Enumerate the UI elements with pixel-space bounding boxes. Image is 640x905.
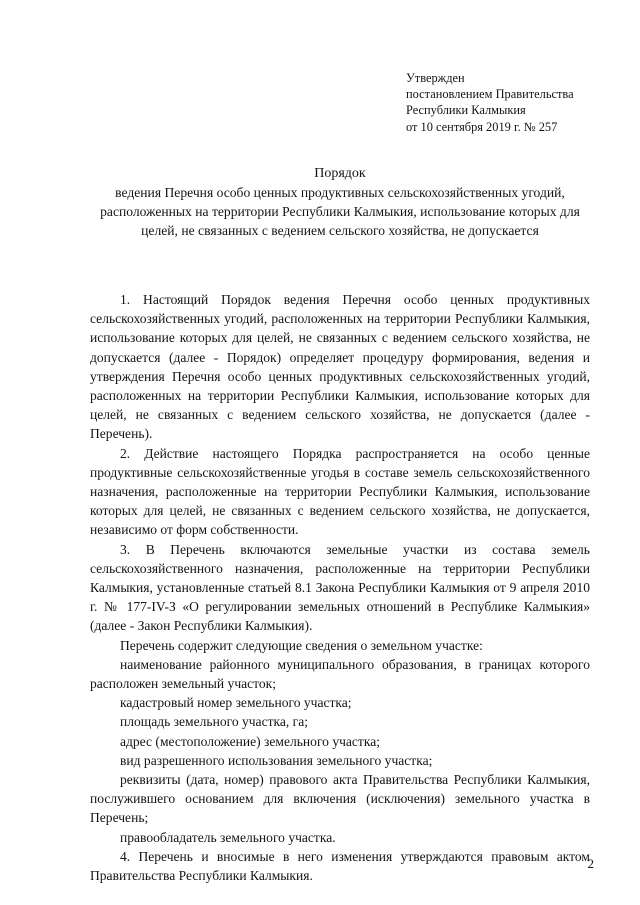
list-item: правообладатель земельного участка. (120, 829, 336, 845)
approval-block (406, 70, 574, 135)
page-number: 2 (587, 856, 594, 871)
list-item: наименование районного муниципального образования, в границах которого расположен земельный участок; (90, 656, 590, 692)
list-item: реквизиты (дата, номер) правового акта Правительства Республики Калмыкия, послужившего основанием для включения (исключения) земельного участка в Перечень; (90, 772, 590, 826)
document-heading (90, 164, 590, 241)
approval-line-1: Утвержден (406, 71, 465, 85)
paragraph-3: 3. В Перечень включаются земельные участки из состава земель сельскохозяйственного назначения, расположенные на территории Республики Калмыкия, установленные статьей 8.1 Закона Республики Калмыкия от 9 апреля 2010 г. № 177-IV-З «О регулировании земельных отношений в Республике Калмыкия» (далее - Закон Республики Калмыкия). (90, 541, 590, 634)
document-title: Порядок (314, 166, 366, 181)
document-subtitle: ведения Перечня особо ценных продуктивных сельскохозяйственных угодий, расположенных на территории Республики Калмыкия, использование которых для целей, не связанных с ведением сельского хозяйства, не допускается (100, 185, 580, 239)
list-item: кадастровый номер земельного участка; (120, 695, 352, 711)
approval-line-4: от 10 сентября 2019 г. № 257 (406, 119, 558, 134)
approval-line-2: постановлением Правительства (406, 87, 574, 102)
list-item: адрес (местоположение) земельного участка; (120, 733, 381, 749)
list-item: вид разрешенного использования земельного участка; (120, 752, 433, 768)
approval-line-3: Республики Калмыкия (406, 103, 526, 118)
paragraph-4: 4. Перечень и вносимые в него изменения утверждаются правовым актом Правительства Республики Калмыкия. (90, 848, 590, 884)
document-body (90, 290, 590, 885)
paragraph-2: 2. Действие настоящего Порядка распространяется на особо ценные продуктивные сельскохозяйственные угодья в составе земель сельскохозяйственного назначения, расположенные на территории Республики Калмыкия, использование которых для целей, не связанных с ведением сельского хозяйства, не допускается, независимо от форм собственности. (90, 445, 590, 538)
paragraph-list-intro: Перечень содержит следующие сведения о земельном участке: (120, 637, 483, 653)
list-item: площадь земельного участка, га; (120, 714, 309, 730)
paragraph-1: 1. Настоящий Порядок ведения Перечня особо ценных продуктивных сельскохозяйственных угодий, расположенных на территории Республики Калмыкия, использование которых для целей, не связанных с ведением сельского хозяйства, не допускается (далее - Порядок) определяет процедуру формирования, ведения и утверждения Перечня особо ценных продуктивных сельскохозяйственных угодий, расположенных на территории Республики Калмыкия, использование которых для целей, не связанных с ведением сельского хозяйства, не допускается (далее - Перечень). (90, 292, 590, 442)
